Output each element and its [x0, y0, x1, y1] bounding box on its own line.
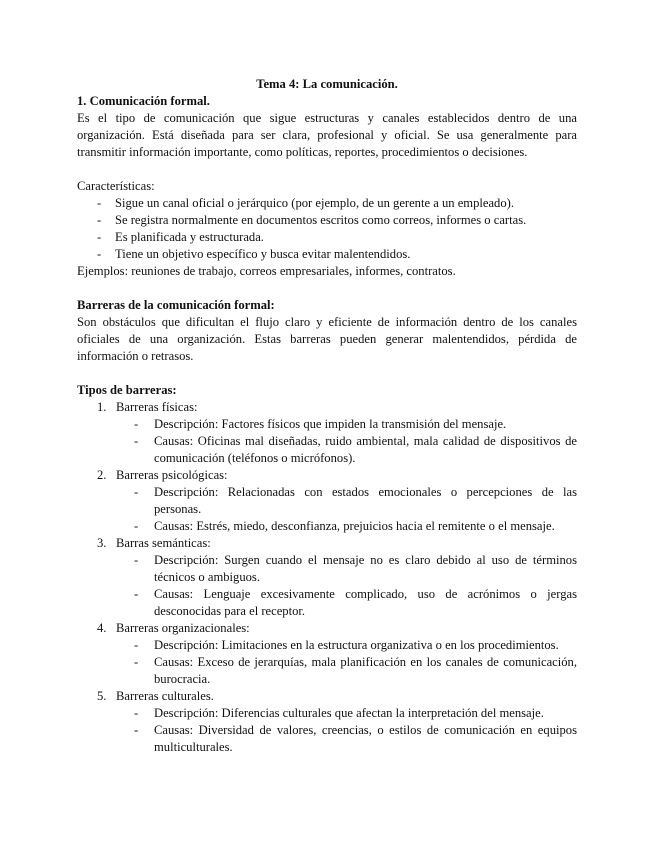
barrier-name: Barreras culturales. — [116, 689, 214, 703]
document-page — [77, 76, 577, 756]
barriers-intro-paragraph: Son obstáculos que dificultan el flujo claro y eficiente de información dentro de los canales oficiales de una organización. Estas barreras pueden generar malentendidos, pérdida de información o retrasos. — [77, 315, 577, 363]
document-title: Tema 4: La comunicación. — [256, 77, 398, 91]
spacer — [77, 161, 577, 178]
characteristics-label: Características: — [77, 179, 155, 193]
barrier-number: 2. — [97, 468, 107, 482]
spacer — [77, 365, 577, 382]
barrier-type-item — [77, 467, 577, 535]
barrier-description: - Descripción: Limitaciones en la estructura organizativa o en los procedimientos. — [116, 637, 577, 654]
barrier-number: 1. — [97, 400, 107, 414]
barrier-details — [116, 637, 577, 688]
barrier-name: Barreras físicas: — [116, 400, 198, 414]
barrier-description: - Descripción: Relacionadas con estados emocionales o percepciones de las personas. — [116, 484, 577, 518]
list-item: - Se registra normalmente en documentos escritos como correos, informes o cartas. — [77, 212, 577, 229]
barrier-description: - Descripción: Factores físicos que impiden la transmisión del mensaje. — [116, 416, 577, 433]
barrier-type-item — [77, 399, 577, 467]
barrier-types-heading: Tipos de barreras: — [77, 383, 177, 397]
barrier-description: - Descripción: Surgen cuando el mensaje no es claro debido al uso de términos técnicos o ambiguos. — [116, 552, 577, 586]
section-intro-paragraph: Es el tipo de comunicación que sigue estructuras y canales establecidos dentro de una organización. Está diseñada para ser clara, profesional y oficial. Se usa generalmente para transmitir información importante, como políticas, reportes, procedimientos o decisiones. — [77, 111, 577, 159]
barrier-causes: - Causas: Lenguaje excesivamente complicado, uso de acrónimos o jergas desconocidas para el receptor. — [116, 586, 577, 620]
barrier-description: - Descripción: Diferencias culturales que afectan la interpretación del mensaje. — [116, 705, 577, 722]
barriers-heading: Barreras de la comunicación formal: — [77, 298, 275, 312]
barrier-details — [116, 705, 577, 756]
list-item: - Tiene un objetivo específico y busca evitar malentendidos. — [77, 246, 577, 263]
barrier-details — [116, 484, 577, 535]
barrier-causes: - Causas: Oficinas mal diseñadas, ruido ambiental, mala calidad de dispositivos de comunicación (teléfonos o micrófonos). — [116, 433, 577, 467]
barrier-type-item — [77, 688, 577, 756]
section-heading-formal: 1. Comunicación formal. — [77, 94, 210, 108]
barrier-name: Barras semánticas: — [116, 536, 211, 550]
barrier-type-item — [77, 535, 577, 620]
spacer — [77, 280, 577, 297]
barrier-type-item — [77, 620, 577, 688]
barrier-causes: - Causas: Diversidad de valores, creencias, o estilos de comunicación en equipos multiculturales. — [116, 722, 577, 756]
list-item: - Sigue un canal oficial o jerárquico (por ejemplo, de un gerente a un empleado). — [77, 195, 577, 212]
characteristics-list — [77, 195, 577, 263]
barrier-causes: - Causas: Exceso de jerarquías, mala planificación en los canales de comunicación, burocracia. — [116, 654, 577, 688]
list-item: - Es planificada y estructurada. — [77, 229, 577, 246]
examples-line: Ejemplos: reuniones de trabajo, correos empresariales, informes, contratos. — [77, 264, 456, 278]
barrier-name: Barreras organizacionales: — [116, 621, 250, 635]
barrier-number: 3. — [97, 536, 107, 550]
barrier-types-list — [77, 399, 577, 756]
barrier-causes: - Causas: Estrés, miedo, desconfianza, prejuicios hacia el remitente o el mensaje. — [116, 518, 577, 535]
barrier-details — [116, 552, 577, 620]
barrier-number: 5. — [97, 689, 107, 703]
barrier-name: Barreras psicológicas: — [116, 468, 228, 482]
barrier-number: 4. — [97, 621, 107, 635]
barrier-details — [116, 416, 577, 467]
